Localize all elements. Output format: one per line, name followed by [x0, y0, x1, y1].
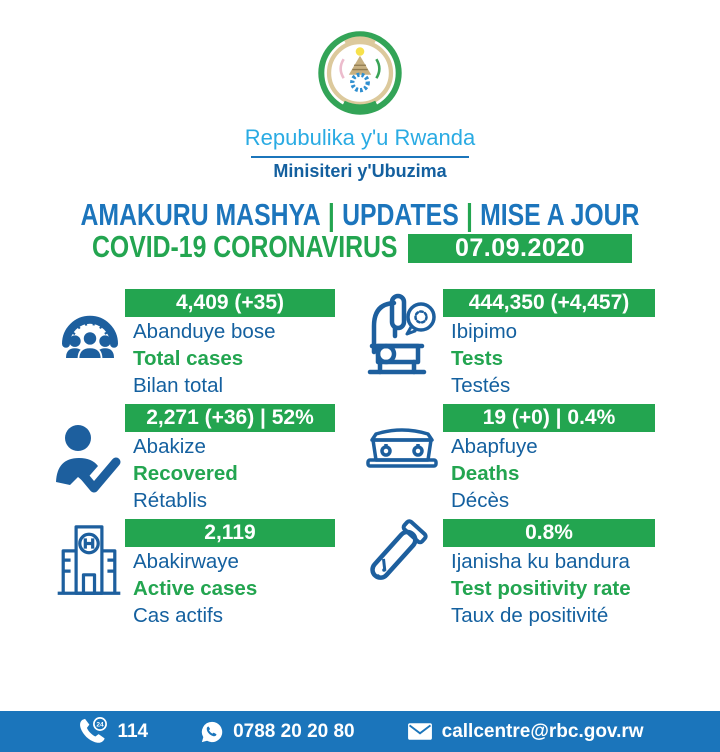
stat-label-fr: Taux de positivité	[451, 604, 609, 627]
logo-block	[0, 30, 720, 182]
stat-label-rw: Ibipimo	[451, 320, 518, 343]
stat-deaths	[443, 404, 655, 513]
headline-part-rw: AMAKURU MASHYA	[80, 197, 321, 232]
stat-total-cases	[125, 289, 335, 398]
report-date-badge: 07.09.2020	[408, 234, 632, 263]
hospital-icon	[54, 520, 124, 602]
ministry-name: Minisiteri y'Ubuzima	[273, 161, 447, 181]
stat-value: 2,271 (+36) | 52%	[125, 404, 335, 432]
stat-label-rw: Abakize	[133, 435, 206, 458]
stat-label-rw: Abapfuye	[451, 435, 538, 458]
stat-label-en: Deaths	[451, 462, 520, 485]
stat-label-fr: Bilan total	[133, 374, 224, 397]
country-name: Repubulika y'u Rwanda	[244, 125, 476, 150]
headline-part-en: UPDATES	[342, 197, 459, 232]
stat-label-rw: Abanduye bose	[133, 320, 276, 343]
headline-separator: |	[327, 197, 335, 232]
stat-label-en: Active cases	[133, 577, 258, 600]
email-contact	[407, 721, 644, 743]
hotline-contact	[76, 716, 148, 748]
stat-label-en: Recovered	[133, 462, 238, 485]
stat-label-en: Test positivity rate	[451, 577, 631, 600]
stat-label-fr: Testés	[451, 374, 511, 397]
stat-value: 0.8%	[443, 519, 655, 547]
stat-label-en: Total cases	[133, 347, 244, 370]
whatsapp-icon	[200, 720, 224, 744]
headline-part-fr: MISE A JOUR	[480, 197, 640, 232]
people-virus-icon	[58, 300, 122, 368]
contact-footer	[0, 711, 720, 752]
stat-recovered	[125, 404, 335, 513]
stat-active-cases	[125, 519, 335, 628]
headline-separator: |	[465, 197, 473, 232]
stat-value: 444,350 (+4,457)	[443, 289, 655, 317]
stat-test-positivity	[443, 519, 655, 628]
stat-label-fr: Décès	[451, 489, 510, 512]
stat-value: 4,409 (+35)	[125, 289, 335, 317]
stat-label-fr: Rétablis	[133, 489, 208, 512]
stat-value: 2,119	[125, 519, 335, 547]
coffin-icon	[360, 424, 444, 470]
stat-label-rw: Ijanisha ku bandura	[451, 550, 630, 573]
stat-label-fr: Cas actifs	[133, 604, 223, 627]
logo-divider	[251, 156, 469, 158]
stat-label-en: Tests	[451, 347, 504, 370]
rwanda-coat-of-arms-icon	[317, 30, 403, 116]
phone-24-icon	[76, 716, 108, 748]
stat-tests	[443, 289, 655, 398]
headline-subtitle: COVID-19 CORONAVIRUS	[92, 229, 398, 264]
whatsapp-contact	[200, 720, 355, 744]
email-address: callcentre@rbc.gov.rw	[441, 720, 644, 742]
whatsapp-number: 0788 20 20 80	[233, 720, 355, 742]
envelope-icon	[407, 722, 433, 741]
stat-value: 19 (+0) | 0.4%	[443, 404, 655, 432]
test-tube-icon	[356, 514, 436, 594]
person-check-icon	[50, 418, 122, 506]
hotline-number: 114	[117, 720, 149, 742]
microscope-icon	[356, 290, 440, 390]
stat-label-rw: Abakirwaye	[133, 550, 239, 573]
headline-title	[72, 197, 648, 233]
svg-text:24: 24	[96, 720, 105, 728]
